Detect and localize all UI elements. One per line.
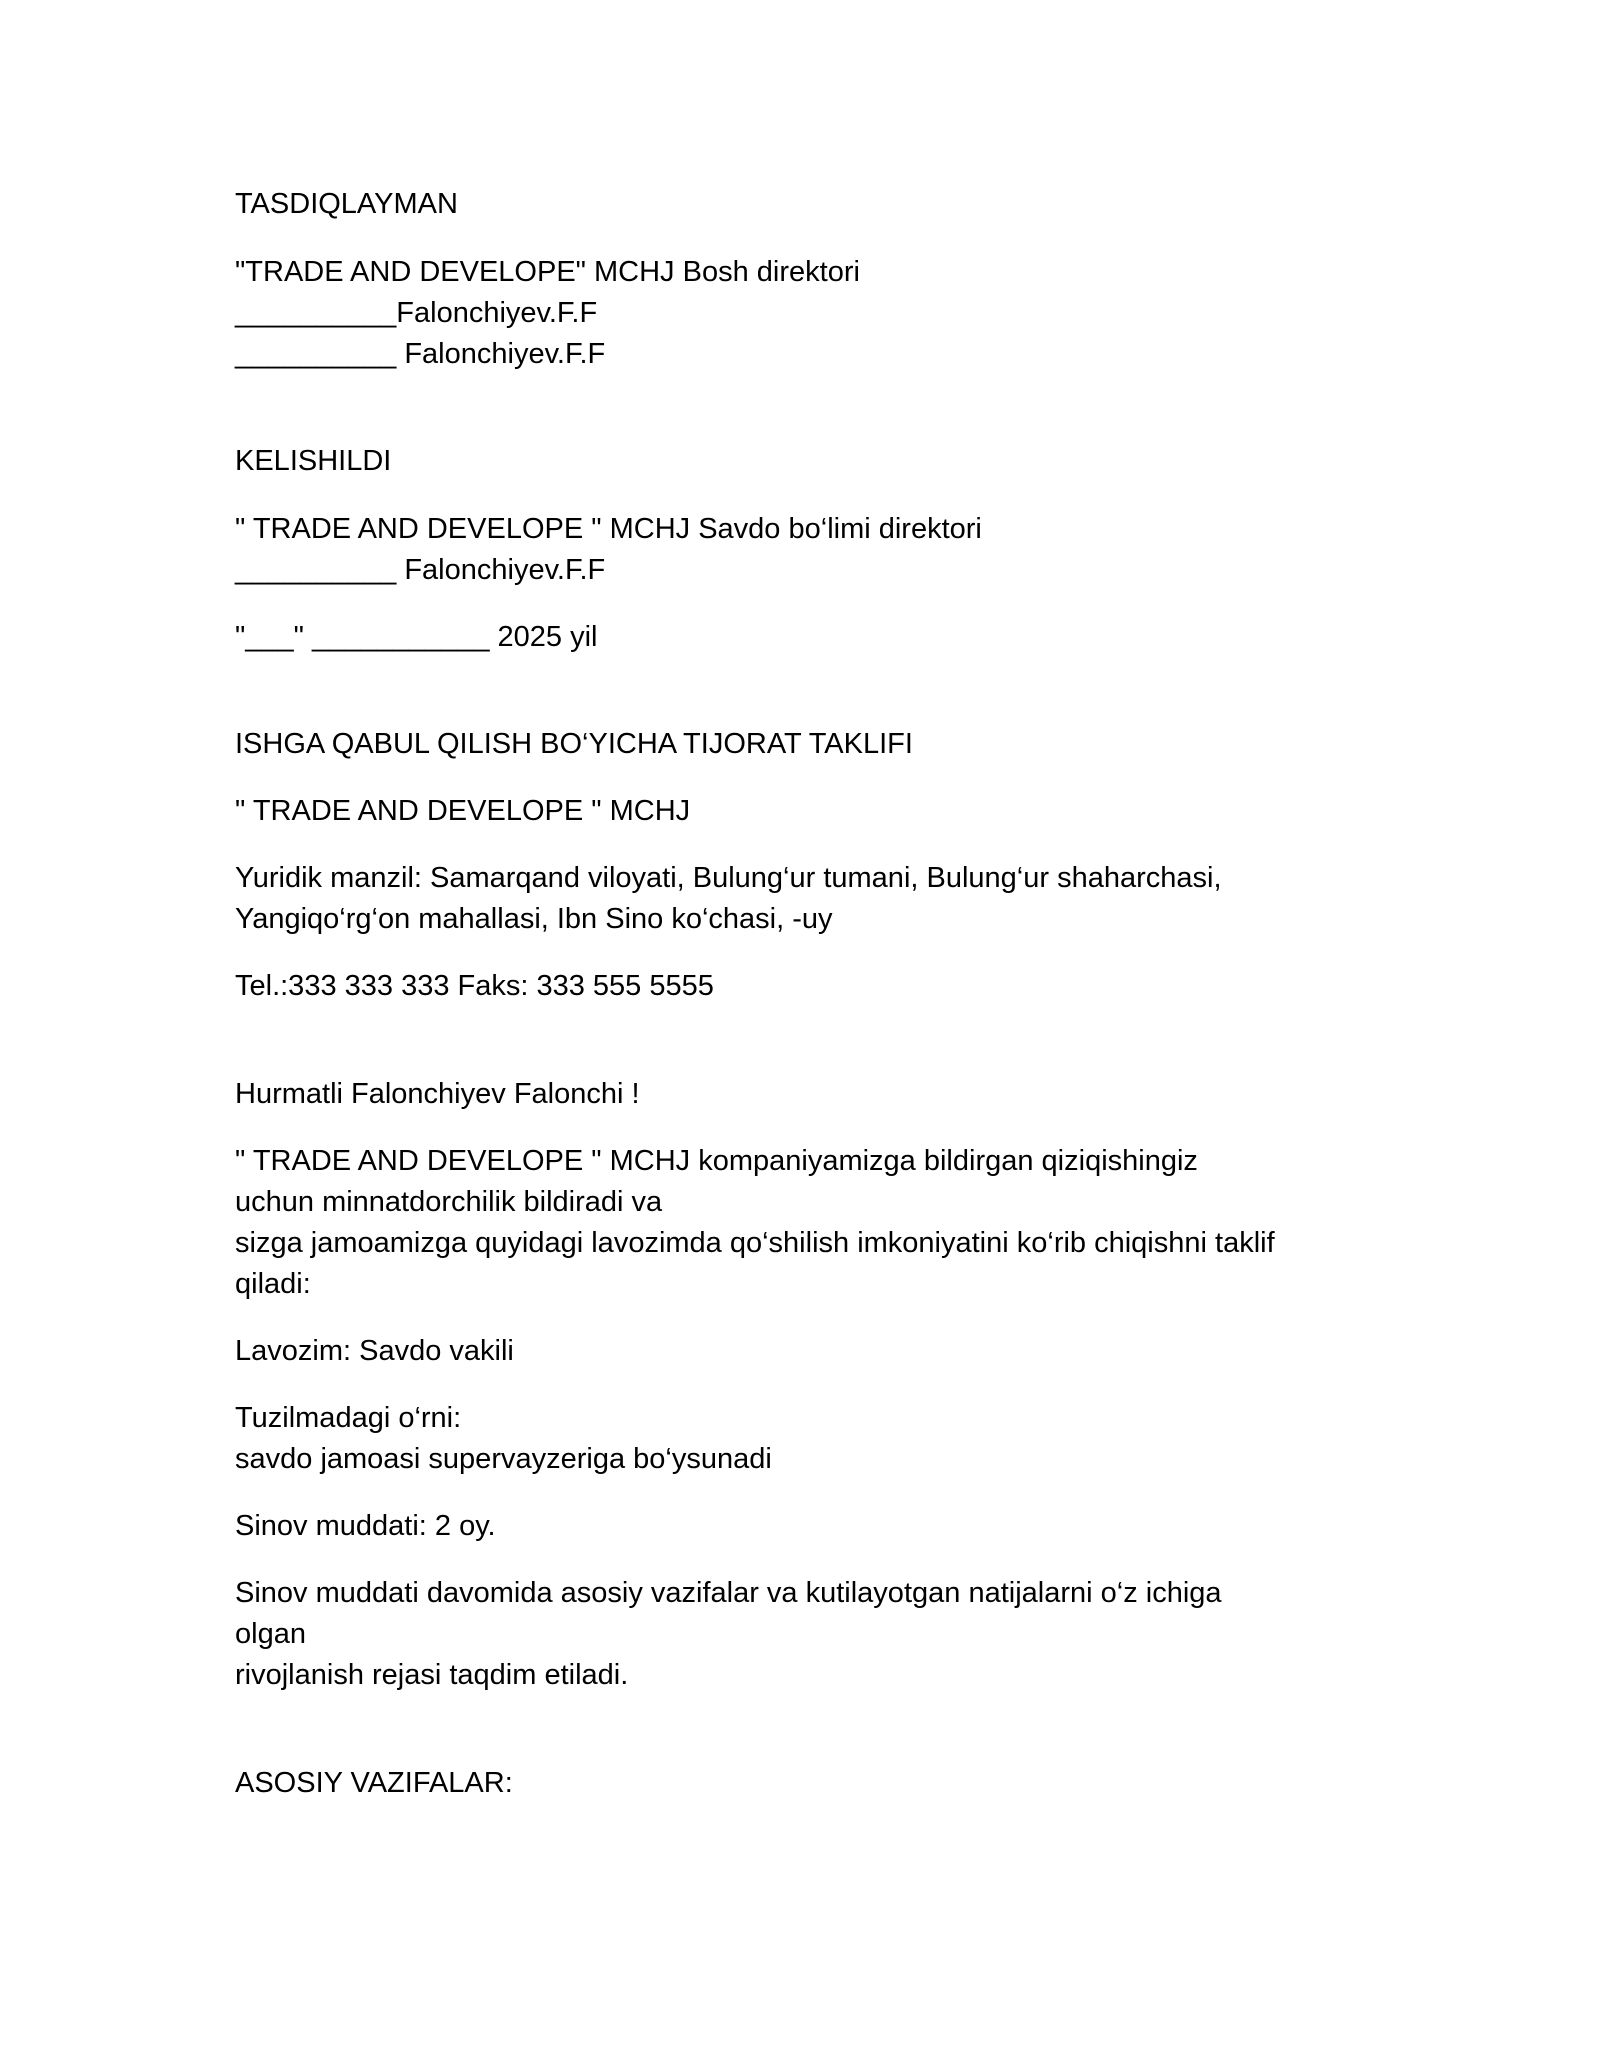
legal-address: Yangiqo‘rg‘on mahallasi, Ibn Sino ko‘chasi, -uy [235, 903, 833, 935]
greeting: Hurmatli Falonchiyev Falonchi ! [235, 1078, 640, 1110]
approval-heading: TASDIQLAYMAN [235, 188, 458, 220]
agreement-heading: KELISHILDI [235, 445, 392, 477]
date-line: "___" ___________ 2025 yil [235, 621, 598, 653]
structure-label: Tuzilmadagi o‘rni: [235, 1402, 462, 1434]
intro-paragraph: qiladi: [235, 1268, 311, 1300]
intro-paragraph: " TRADE AND DEVELOPE " MCHJ kompaniyamizga bildirgan qiziqishingiz [235, 1145, 1198, 1177]
approval-signature-line: __________Falonchiyev.F.F [235, 297, 598, 329]
company-name: " TRADE AND DEVELOPE " MCHJ [235, 795, 691, 827]
development-plan: rivojlanish rejasi taqdim etiladi. [235, 1659, 629, 1691]
structure-value: savdo jamoasi supervayzeriga bo‘ysunadi [235, 1443, 772, 1475]
approval-signature-line: __________ Falonchiyev.F.F [235, 338, 606, 370]
document-page [235, 0, 1385, 2070]
intro-paragraph: sizga jamoamizga quyidagi lavozimda qo‘shilish imkoniyatini ko‘rib chiqishni taklif [235, 1227, 1275, 1259]
duties-heading: ASOSIY VAZIFALAR: [235, 1767, 513, 1799]
development-plan: olgan [235, 1618, 306, 1650]
contact-numbers: Tel.:333 333 333 Faks: 333 555 5555 [235, 970, 714, 1002]
legal-address: Yuridik manzil: Samarqand viloyati, Bulung‘ur tumani, Bulung‘ur shaharchasi, [235, 862, 1222, 894]
development-plan: Sinov muddati davomida asosiy vazifalar va kutilayotgan natijalarni o‘z ichiga [235, 1577, 1222, 1609]
offer-title: ISHGA QABUL QILISH BO‘YICHA TIJORAT TAKLIFI [235, 728, 913, 760]
approval-position: "TRADE AND DEVELOPE" MCHJ Bosh direktori [235, 256, 860, 288]
position-line: Lavozim: Savdo vakili [235, 1335, 514, 1367]
probation-period: Sinov muddati: 2 oy. [235, 1510, 496, 1542]
agreement-signature-line: __________ Falonchiyev.F.F [235, 554, 606, 586]
intro-paragraph: uchun minnatdorchilik bildiradi va [235, 1186, 663, 1218]
agreement-position: " TRADE AND DEVELOPE " MCHJ Savdo bo‘limi direktori [235, 513, 982, 545]
